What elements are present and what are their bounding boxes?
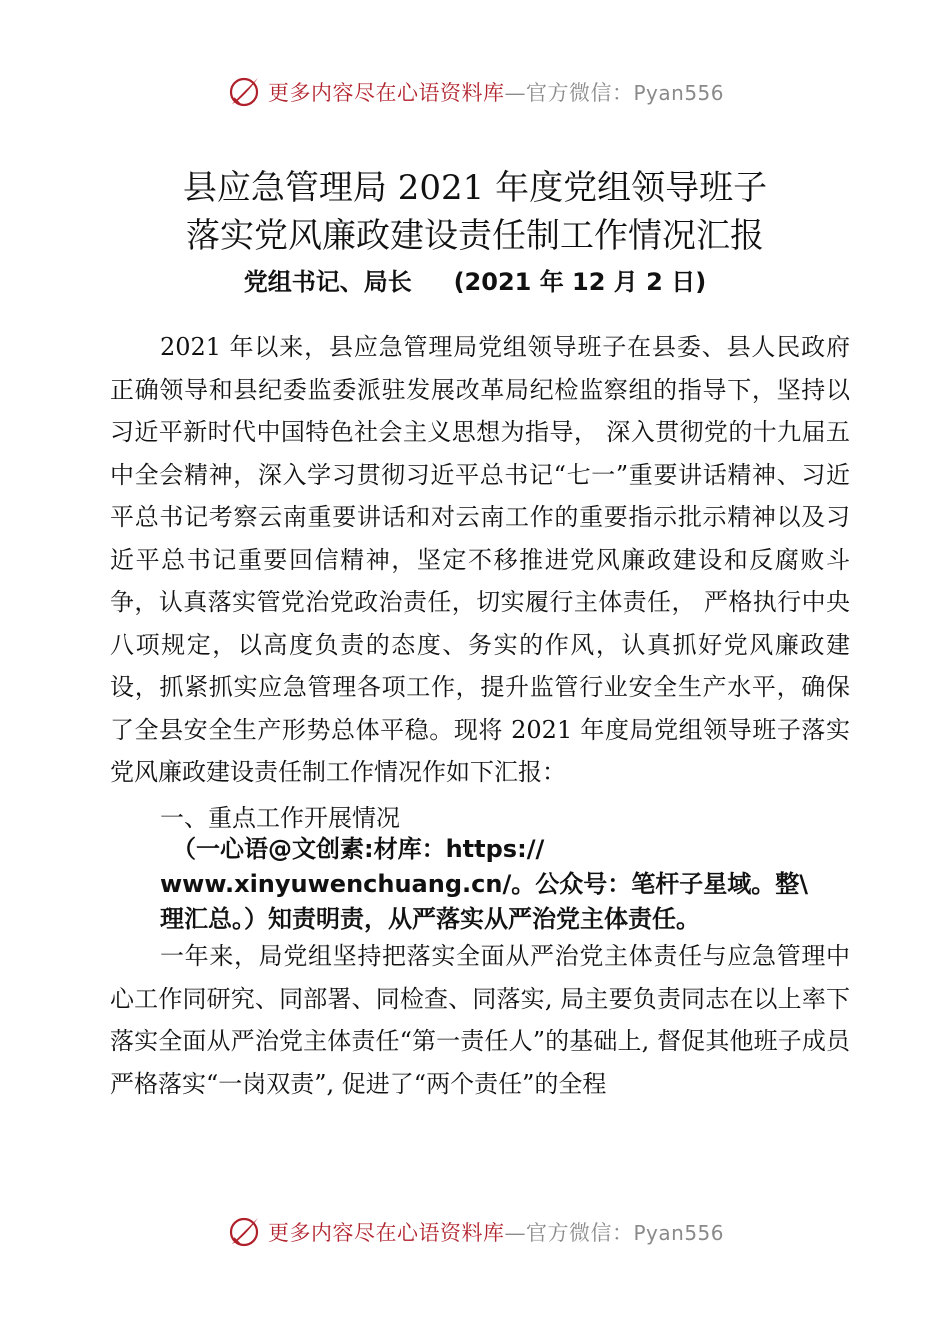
document-title-line2: 落实党风廉政建设责任制工作情况汇报 [186, 216, 764, 256]
banner-text [268, 77, 724, 107]
subsection-heading-line2: www.xinyuwenchuang.cn/。公众号：笔杆子星域。整\ [160, 870, 808, 898]
footer-banner-wechat-label: 官方微信： [525, 1221, 634, 1245]
footer-banner-wechat-id: Pyan556 [633, 1221, 724, 1245]
footer-banner-text [268, 1217, 724, 1247]
subsection-heading-line3: 理汇总。）知责明责，从严落实从严治党主体责任。 [160, 905, 700, 933]
document-title-line1: 县应急管理局 2021 年度党组领导班子 [182, 168, 768, 208]
footer-banner-separator: — [504, 1221, 526, 1245]
intro-paragraph-block [110, 326, 850, 794]
body-paragraph: 一年来，局党组坚持把落实全面从严治党主体责任与应急管理中心工作同研究、同部署、同检查、同落实, 局主要负责同志在以上率下落实全面从严治党主体责任“第一责任人”的基础上, 督促其他班子成员严格落实“一岗双责”, 促进了“两个责任”的全程 [110, 942, 850, 1098]
footer-banner [0, 1210, 950, 1254]
subsection-heading-line1: （一心语@文创素:材库：https:// [172, 835, 545, 863]
footer-banner-slogan: 更多内容尽在心语资料库 [267, 1221, 505, 1245]
banner-wechat-label: 官方微信： [525, 81, 634, 105]
banner-separator: — [504, 81, 526, 105]
header-banner [0, 70, 950, 114]
subsection-heading [160, 832, 860, 937]
document-subtitle: 党组书记、局长 (2021 年 12 月 2 日) [243, 268, 707, 296]
banner-slogan: 更多内容尽在心语资料库 [267, 81, 505, 105]
quill-logo-icon [226, 74, 262, 110]
quill-logo-icon [226, 1214, 262, 1250]
body-paragraph-block [110, 935, 850, 1105]
banner-wechat-id: Pyan556 [633, 81, 724, 105]
intro-paragraph: 2021 年以来，县应急管理局党组领导班子在县委、县人民政府正确领导和县纪委监委派驻发展改革局纪检监察组的指导下，坚持以习近平新时代中国特色社会主义思想为指导， 深入贯彻党的十九届五中全会精神，深入学习贯彻习近平总书记“七一”重要讲话精神、习近平总书记考察云南重要讲话和对云南工作的重要指示批示精神以及习近平总书记重要回信精神，坚定不移推进党风廉政建设和反腐败斗争，认真落实管党治党政治责任，切实履行主体责任， 严格执行中央八项规定，以高度负责的态度、务实的作风，认真抓好党风廉政建设，抓紧抓实应急管理各项工作，提升监管行业安全生产水平，确保了全县安全生产形势总体平稳。现将 2021 年度局党组领导班子落实党风廉政建设责任制工作情况作如下汇报： [110, 333, 850, 786]
section1-heading: 一、重点工作开展情况 [160, 804, 400, 832]
